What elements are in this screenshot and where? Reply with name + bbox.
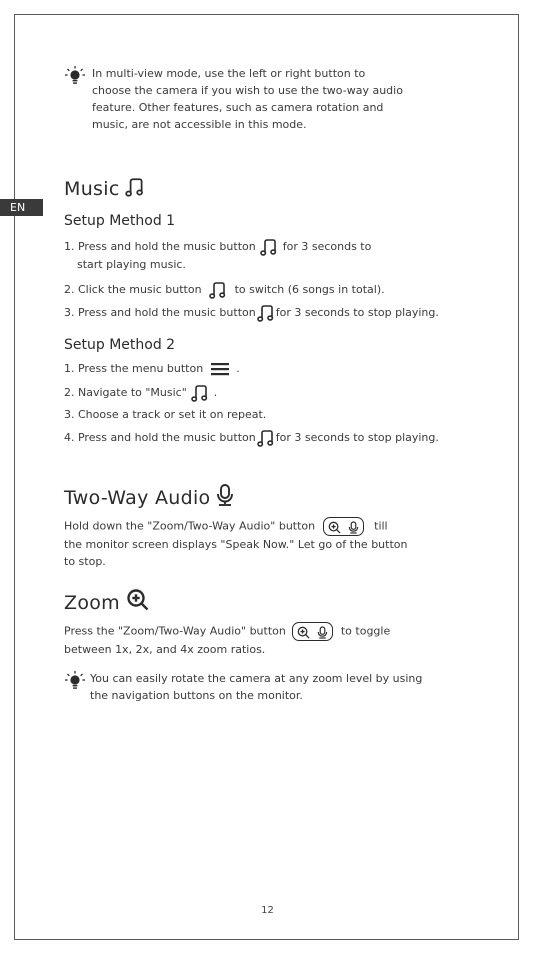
microphone-icon: [214, 483, 236, 507]
menu-icon: [210, 361, 230, 377]
list-item: 3. Choose a track or set it on repeat.: [64, 408, 267, 421]
tip-note: [64, 65, 484, 133]
tip-line: feature. Other features, such as camera rotation and: [92, 101, 384, 114]
music-heading: [64, 176, 146, 201]
list-item: 1. Press and hold the music button for 3 seconds to start playing music.: [64, 237, 371, 273]
music-note-icon: [124, 176, 146, 198]
list-item: 3. Press and hold the music button for 3 seconds to stop playing.: [64, 303, 439, 323]
setup-method-2-heading: Setup Method 2: [64, 337, 176, 353]
paragraph-line: the monitor screen displays "Speak Now." Let go of the button: [64, 538, 408, 551]
tip-line: music, are not accessible in this mode.: [92, 118, 307, 131]
list-item: 4. Press and hold the music button for 3 seconds to stop playing.: [64, 428, 439, 448]
music-note-icon: [190, 383, 210, 403]
music-note-icon: [208, 280, 228, 300]
language-tab: EN: [0, 199, 43, 216]
page-frame: [14, 14, 519, 940]
lightbulb-icon: [64, 670, 86, 692]
zoom-paragraph: [64, 622, 390, 658]
paragraph-line: between 1x, 2x, and 4x zoom ratios.: [64, 643, 266, 656]
zoom-audio-button-graphic: [292, 622, 333, 641]
two-way-audio-paragraph: [64, 517, 407, 570]
paragraph-line: Press the "Zoom/Two-Way Audio" button to toggle: [64, 622, 390, 641]
lightbulb-icon: [64, 65, 86, 87]
paragraph-line: to stop.: [64, 555, 106, 568]
music-note-icon: [256, 303, 276, 323]
zoom-audio-button-graphic: [323, 517, 364, 536]
zoom-title: Zoom: [64, 592, 120, 614]
tip-line: the navigation buttons on the monitor.: [90, 689, 303, 702]
music-note-icon: [259, 237, 279, 257]
tip-line: choose the camera if you wish to use the two-way audio: [92, 84, 403, 97]
paragraph-line: Hold down the "Zoom/Two-Way Audio" button till: [64, 517, 407, 536]
music-title: Music: [64, 178, 120, 200]
two-way-audio-title: Two-Way Audio: [64, 487, 211, 509]
zoom-in-icon: [328, 521, 341, 534]
microphone-icon: [348, 521, 359, 534]
list-item: 2. Click the music button to switch (6 songs in total).: [64, 280, 385, 300]
zoom-in-icon: [297, 626, 310, 639]
list-item: 1. Press the menu button .: [64, 362, 240, 375]
tip-note: [64, 670, 494, 704]
tip-line: In multi-view mode, use the left or right button to: [92, 67, 366, 80]
microphone-icon: [317, 626, 328, 639]
setup-method-1-heading: Setup Method 1: [64, 213, 176, 229]
two-way-audio-heading: [64, 483, 236, 510]
tip-line: You can easily rotate the camera at any zoom level by using: [90, 672, 423, 685]
zoom-in-icon: [126, 588, 150, 612]
list-item: 2. Navigate to "Music" .: [64, 383, 217, 403]
music-note-icon: [256, 428, 276, 448]
zoom-heading: [64, 588, 150, 615]
page-number: 12: [261, 905, 274, 916]
